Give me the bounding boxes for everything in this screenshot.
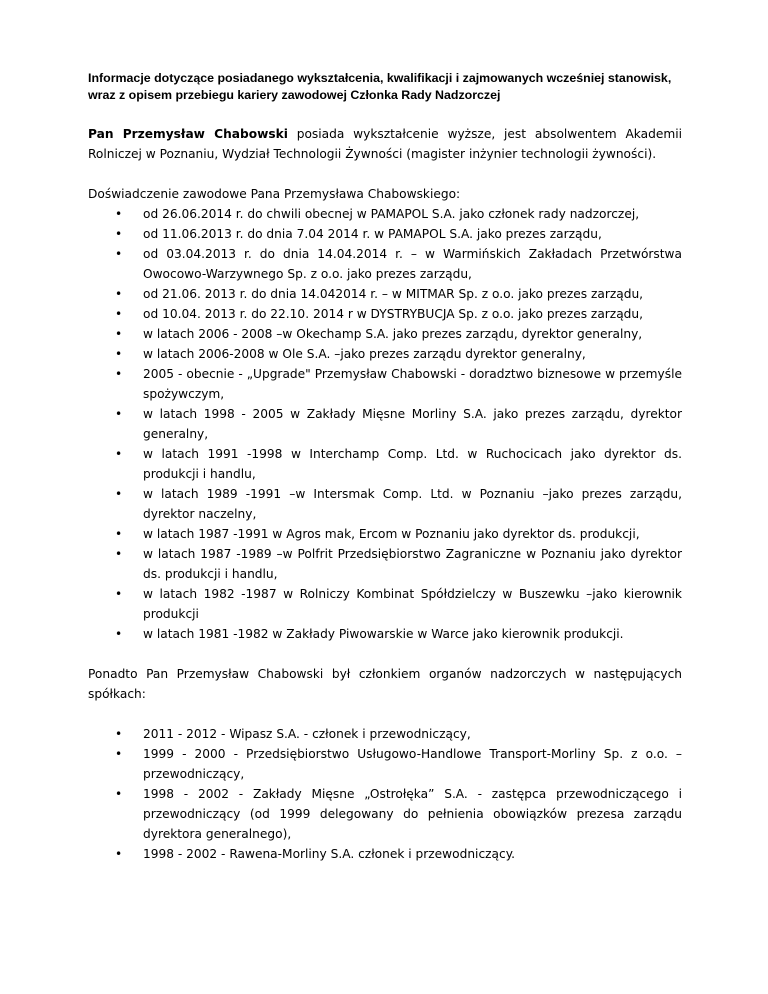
list-item-text: od 26.06.2014 r. do chwili obecnej w PAMAPOL S.A. jako członek rady nadzorczej, bbox=[143, 207, 640, 221]
bullet-icon: • bbox=[115, 627, 123, 641]
list-item-text: 2011 - 2012 - Wipasz S.A. - członek i przewodniczący, bbox=[143, 727, 471, 741]
list-item bbox=[88, 344, 682, 364]
list-item bbox=[88, 784, 682, 844]
bullet-icon: • bbox=[115, 367, 123, 381]
list-item-text: 2005 - obecnie - „Upgrade" Przemysław Chabowski - doradztwo biznesowe w przemyśle spożywczym, bbox=[143, 367, 682, 401]
bullet-icon: • bbox=[115, 447, 123, 461]
list-item bbox=[88, 204, 682, 224]
list-item-text: w latach 1991 -1998 w Interchamp Comp. Ltd. w Ruchocicach jako dyrektor ds. produkcji i handlu, bbox=[143, 447, 682, 481]
list-item bbox=[88, 224, 682, 244]
bullet-icon: • bbox=[115, 407, 123, 421]
document-page bbox=[88, 70, 682, 864]
list-item bbox=[88, 364, 682, 404]
bullet-icon: • bbox=[115, 227, 123, 241]
list-item-text: od 21.06. 2013 r. do dnia 14.042014 r. – w MITMAR Sp. z o.o. jako prezes zarządu, bbox=[143, 287, 644, 301]
list-item bbox=[88, 284, 682, 304]
list-item bbox=[88, 744, 682, 784]
list-item-text: od 10.04. 2013 r. do 22.10. 2014 r w DYSTRYBUCJA Sp. z o.o. jako prezes zarządu, bbox=[143, 307, 643, 321]
person-name: Pan Przemysław Chabowski bbox=[88, 127, 288, 141]
list-item bbox=[88, 584, 682, 624]
list-item-text: w latach 1982 -1987 w Rolniczy Kombinat Spółdzielczy w Buszewku –jako kierownik produkcji bbox=[143, 587, 682, 621]
list-item bbox=[88, 304, 682, 324]
list-item bbox=[88, 404, 682, 444]
bullet-icon: • bbox=[115, 347, 123, 361]
bullet-icon: • bbox=[115, 727, 123, 741]
board-list bbox=[88, 724, 682, 864]
list-item-text: w latach 1989 -1991 –w Intersmak Comp. Ltd. w Poznaniu –jako prezes zarządu, dyrektor naczelny, bbox=[143, 487, 682, 521]
intro-text: posiada wykształcenie wyższe, jest absolwentem Akademii Rolniczej w Poznaniu, Wydział Technologii Żywności (magister inżynier technologii żywności). bbox=[88, 127, 682, 161]
bullet-icon: • bbox=[115, 327, 123, 341]
board-label: Ponadto Pan Przemysław Chabowski był członkiem organów nadzorczych w następujących spółkach: bbox=[88, 667, 682, 701]
list-item-text: 1998 - 2002 - Zakłady Mięsne „Ostrołęka” S.A. - zastępca przewodniczącego i przewodniczący (od 1999 delegowany do pełnienia obowiązków prezesa zarządu dyrektora generalnego), bbox=[143, 787, 682, 841]
bullet-icon: • bbox=[115, 547, 123, 561]
list-item bbox=[88, 324, 682, 344]
list-item bbox=[88, 444, 682, 484]
list-item bbox=[88, 244, 682, 284]
list-item-text: 1998 - 2002 - Rawena-Morliny S.A. członek i przewodniczący. bbox=[143, 847, 516, 861]
list-item bbox=[88, 544, 682, 584]
bullet-icon: • bbox=[115, 787, 123, 801]
list-item-text: w latach 1987 -1989 –w Polfrit Przedsiębiorstwo Zagraniczne w Poznaniu jako dyrektor ds. produkcji i handlu, bbox=[143, 547, 682, 581]
bullet-icon: • bbox=[115, 587, 123, 601]
list-item-text: w latach 1981 -1982 w Zakłady Piwowarskie w Warce jako kierownik produkcji. bbox=[143, 627, 624, 641]
list-item-text: 1999 - 2000 - Przedsiębiorstwo Usługowo-Handlowe Transport-Morliny Sp. z o.o. – przewodniczący, bbox=[143, 747, 682, 781]
bullet-icon: • bbox=[115, 247, 123, 261]
list-item-text: w latach 1987 -1991 w Agros mak, Ercom w Poznaniu jako dyrektor ds. produkcji, bbox=[143, 527, 640, 541]
bullet-icon: • bbox=[115, 207, 123, 221]
bullet-icon: • bbox=[115, 287, 123, 301]
list-item bbox=[88, 524, 682, 544]
list-item-text: od 03.04.2013 r. do dnia 14.04.2014 r. – w Warmińskich Zakładach Przetwórstwa Owocowo-Warzywnego Sp. z o.o. jako prezes zarządu, bbox=[143, 247, 682, 281]
bullet-icon: • bbox=[115, 847, 123, 861]
list-item bbox=[88, 724, 682, 744]
list-item-text: od 11.06.2013 r. do dnia 7.04 2014 r. w PAMAPOL S.A. jako prezes zarządu, bbox=[143, 227, 602, 241]
bullet-icon: • bbox=[115, 747, 123, 761]
list-item-text: w latach 1998 - 2005 w Zakłady Mięsne Morliny S.A. jako prezes zarządu, dyrektor generalny, bbox=[143, 407, 682, 441]
list-item-text: w latach 2006-2008 w Ole S.A. –jako prezes zarządu dyrektor generalny, bbox=[143, 347, 586, 361]
intro-paragraph bbox=[88, 124, 682, 164]
bullet-icon: • bbox=[115, 307, 123, 321]
list-item bbox=[88, 484, 682, 524]
document-heading: Informacje dotyczące posiadanego wykształcenia, kwalifikacji i zajmowanych wcześniej stanowisk, wraz z opisem przebiegu kariery zawodowej Członka Rady Nadzorczej bbox=[88, 71, 672, 102]
experience-label: Doświadczenie zawodowe Pana Przemysława Chabowskiego: bbox=[88, 187, 461, 201]
list-item-text: w latach 2006 - 2008 –w Okechamp S.A. jako prezes zarządu, dyrektor generalny, bbox=[143, 327, 643, 341]
list-item bbox=[88, 844, 682, 864]
bullet-icon: • bbox=[115, 527, 123, 541]
bullet-icon: • bbox=[115, 487, 123, 501]
experience-list bbox=[88, 204, 682, 644]
list-item bbox=[88, 624, 682, 644]
